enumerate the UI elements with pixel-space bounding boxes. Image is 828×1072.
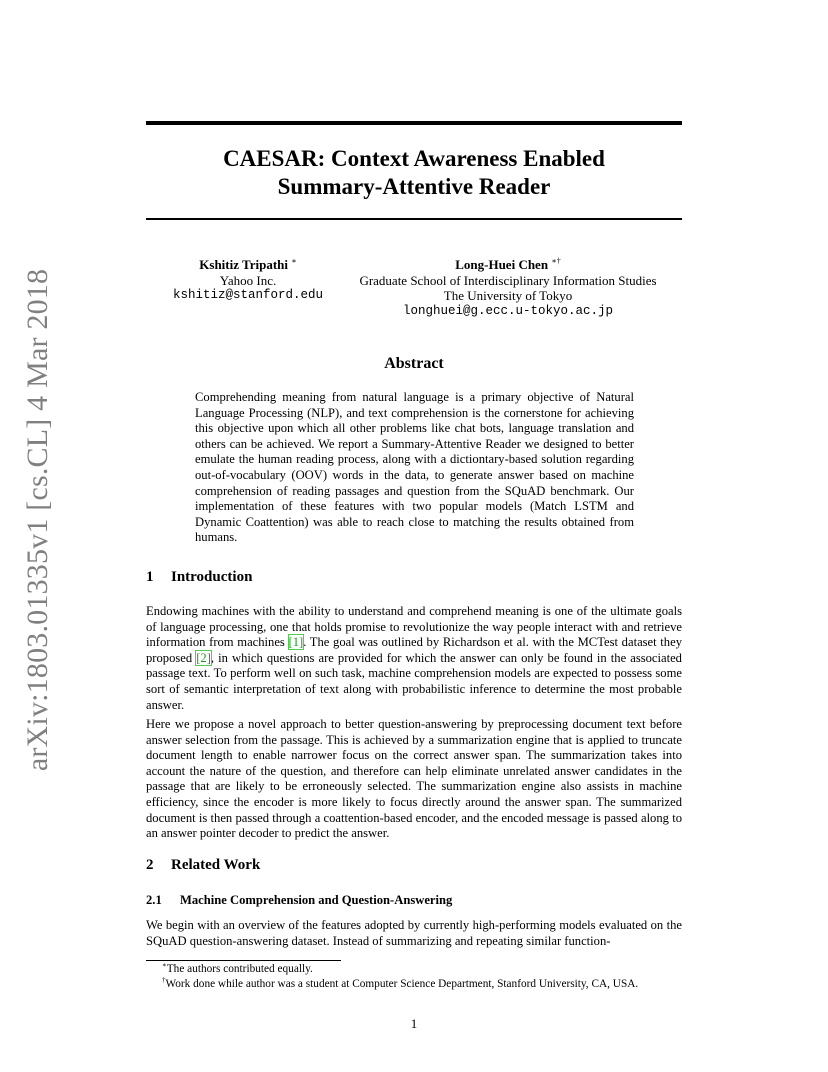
subsection-title: Machine Comprehension and Question-Answering bbox=[180, 893, 453, 907]
footnote-rule bbox=[146, 960, 341, 961]
section-title: Related Work bbox=[171, 857, 261, 873]
author-affiliation: Graduate School of Interdisciplinary Information Studies bbox=[359, 272, 657, 288]
page-number: 1 bbox=[410, 1016, 418, 1031]
related-paragraph-1: We begin with an overview of the features adopted by currently high-performing models evaluated on the SQuAD question-answering dataset. Instead of summarizing and repeating similar function- bbox=[146, 918, 682, 948]
footnote-mark: † bbox=[162, 976, 166, 985]
author-block-2 bbox=[340, 257, 676, 319]
paragraph-text: , in which questions are provided for which the answer can only be found in the associated passage text. To perform well on such task, machine comprehension models are expected to possess some sort of semantic interpretation of text along with probabilistic inference to determine the most probable answer. bbox=[146, 650, 682, 712]
paragraph-text: . The goal was outlined by Richardson et al. with the MCTest dataset they proposed bbox=[146, 635, 682, 665]
abstract-heading: Abstract bbox=[384, 355, 444, 372]
author-affiliation: Yahoo Inc. bbox=[219, 272, 277, 288]
intro-paragraph-1 bbox=[146, 604, 682, 713]
paragraph-text: Endowing machines with the ability to understand and comprehend meaning is one of the ultimate goals of language processing, one that holds promise to revolutionize the way people interact with and retrieve information from machines bbox=[146, 604, 682, 650]
section-number: 1 bbox=[146, 569, 154, 585]
footnote-text: The authors contributed equally. bbox=[166, 963, 313, 975]
footnote-text: Work done while author was a student at Computer Science Department, Stanford University, CA, USA. bbox=[165, 978, 639, 990]
author-name: Long-Huei Chen bbox=[455, 257, 549, 272]
subsection-heading bbox=[146, 893, 452, 908]
author-email[interactable]: longhuei@g.ecc.u-tokyo.ac.jp bbox=[402, 303, 614, 318]
intro-paragraph-2: Here we propose a novel approach to better question-answering by preprocessing document text before answer selection from the passage. This is achieved by a summarization engine that is applied to truncate document length to enable narrower focus on the correct answer span. The summarization takes into account the nature of the question, and therefore can help eliminate unrelated answer candidates in the passage that are likely to be erroneously selected. The summarization engine also assists in machine efficiency, since the encoder is more likely to focus directly around the answer span. The summarized document is then passed through a coattention-based encoder, and the encoded message is passed along to an answer pointer decoder to predict the answer. bbox=[146, 717, 682, 841]
title-bottom-rule bbox=[146, 218, 682, 220]
author-mark: ∗ bbox=[291, 256, 297, 266]
author-affiliation: The University of Tokyo bbox=[443, 288, 573, 303]
section-heading-introduction bbox=[146, 569, 252, 586]
title-top-rule bbox=[146, 121, 682, 125]
footnote-mark: ∗ bbox=[162, 961, 167, 970]
citation-link[interactable]: [1] bbox=[288, 635, 304, 650]
arxiv-identifier: arXiv:1803.01335v1 [cs.CL] 4 Mar 2018 bbox=[21, 268, 54, 772]
paper-title bbox=[146, 145, 682, 201]
section-title: Introduction bbox=[171, 569, 253, 585]
author-block-1 bbox=[160, 257, 336, 304]
footnote-1 bbox=[162, 962, 313, 976]
citation-link[interactable]: [2] bbox=[196, 650, 211, 665]
author-mark: ∗† bbox=[551, 256, 561, 266]
section-number: 2 bbox=[146, 857, 154, 873]
subsection-number: 2.1 bbox=[146, 893, 162, 907]
section-heading-related-work bbox=[146, 857, 260, 874]
title-line-2: Summary-Attentive Reader bbox=[277, 174, 551, 199]
footnote-2 bbox=[162, 977, 638, 991]
abstract-text: Comprehending meaning from natural language is a primary objective of Natural Language Processing (NLP), and text comprehension is the cornerstone for achieving this objective upon which all other problems like chat bots, language translation and others can be achieved. We report a Summary-Attentive Reader we designed to better emulate the human reading process, along with a dictiontary-based solution regarding out-of-vocabulary (OOV) words in the data, to generate answer based on machine comprehension of reading passages and question from the SQuAD benchmark. Our implementation of these features with two popular models (Match LSTM and Dynamic Coattention) was able to reach close to matching the results obtained from humans. bbox=[195, 390, 634, 545]
author-email[interactable]: kshitiz@stanford.edu bbox=[172, 288, 324, 302]
author-name: Kshitiz Tripathi bbox=[199, 257, 289, 272]
title-line-1: CAESAR: Context Awareness Enabled bbox=[223, 146, 605, 171]
